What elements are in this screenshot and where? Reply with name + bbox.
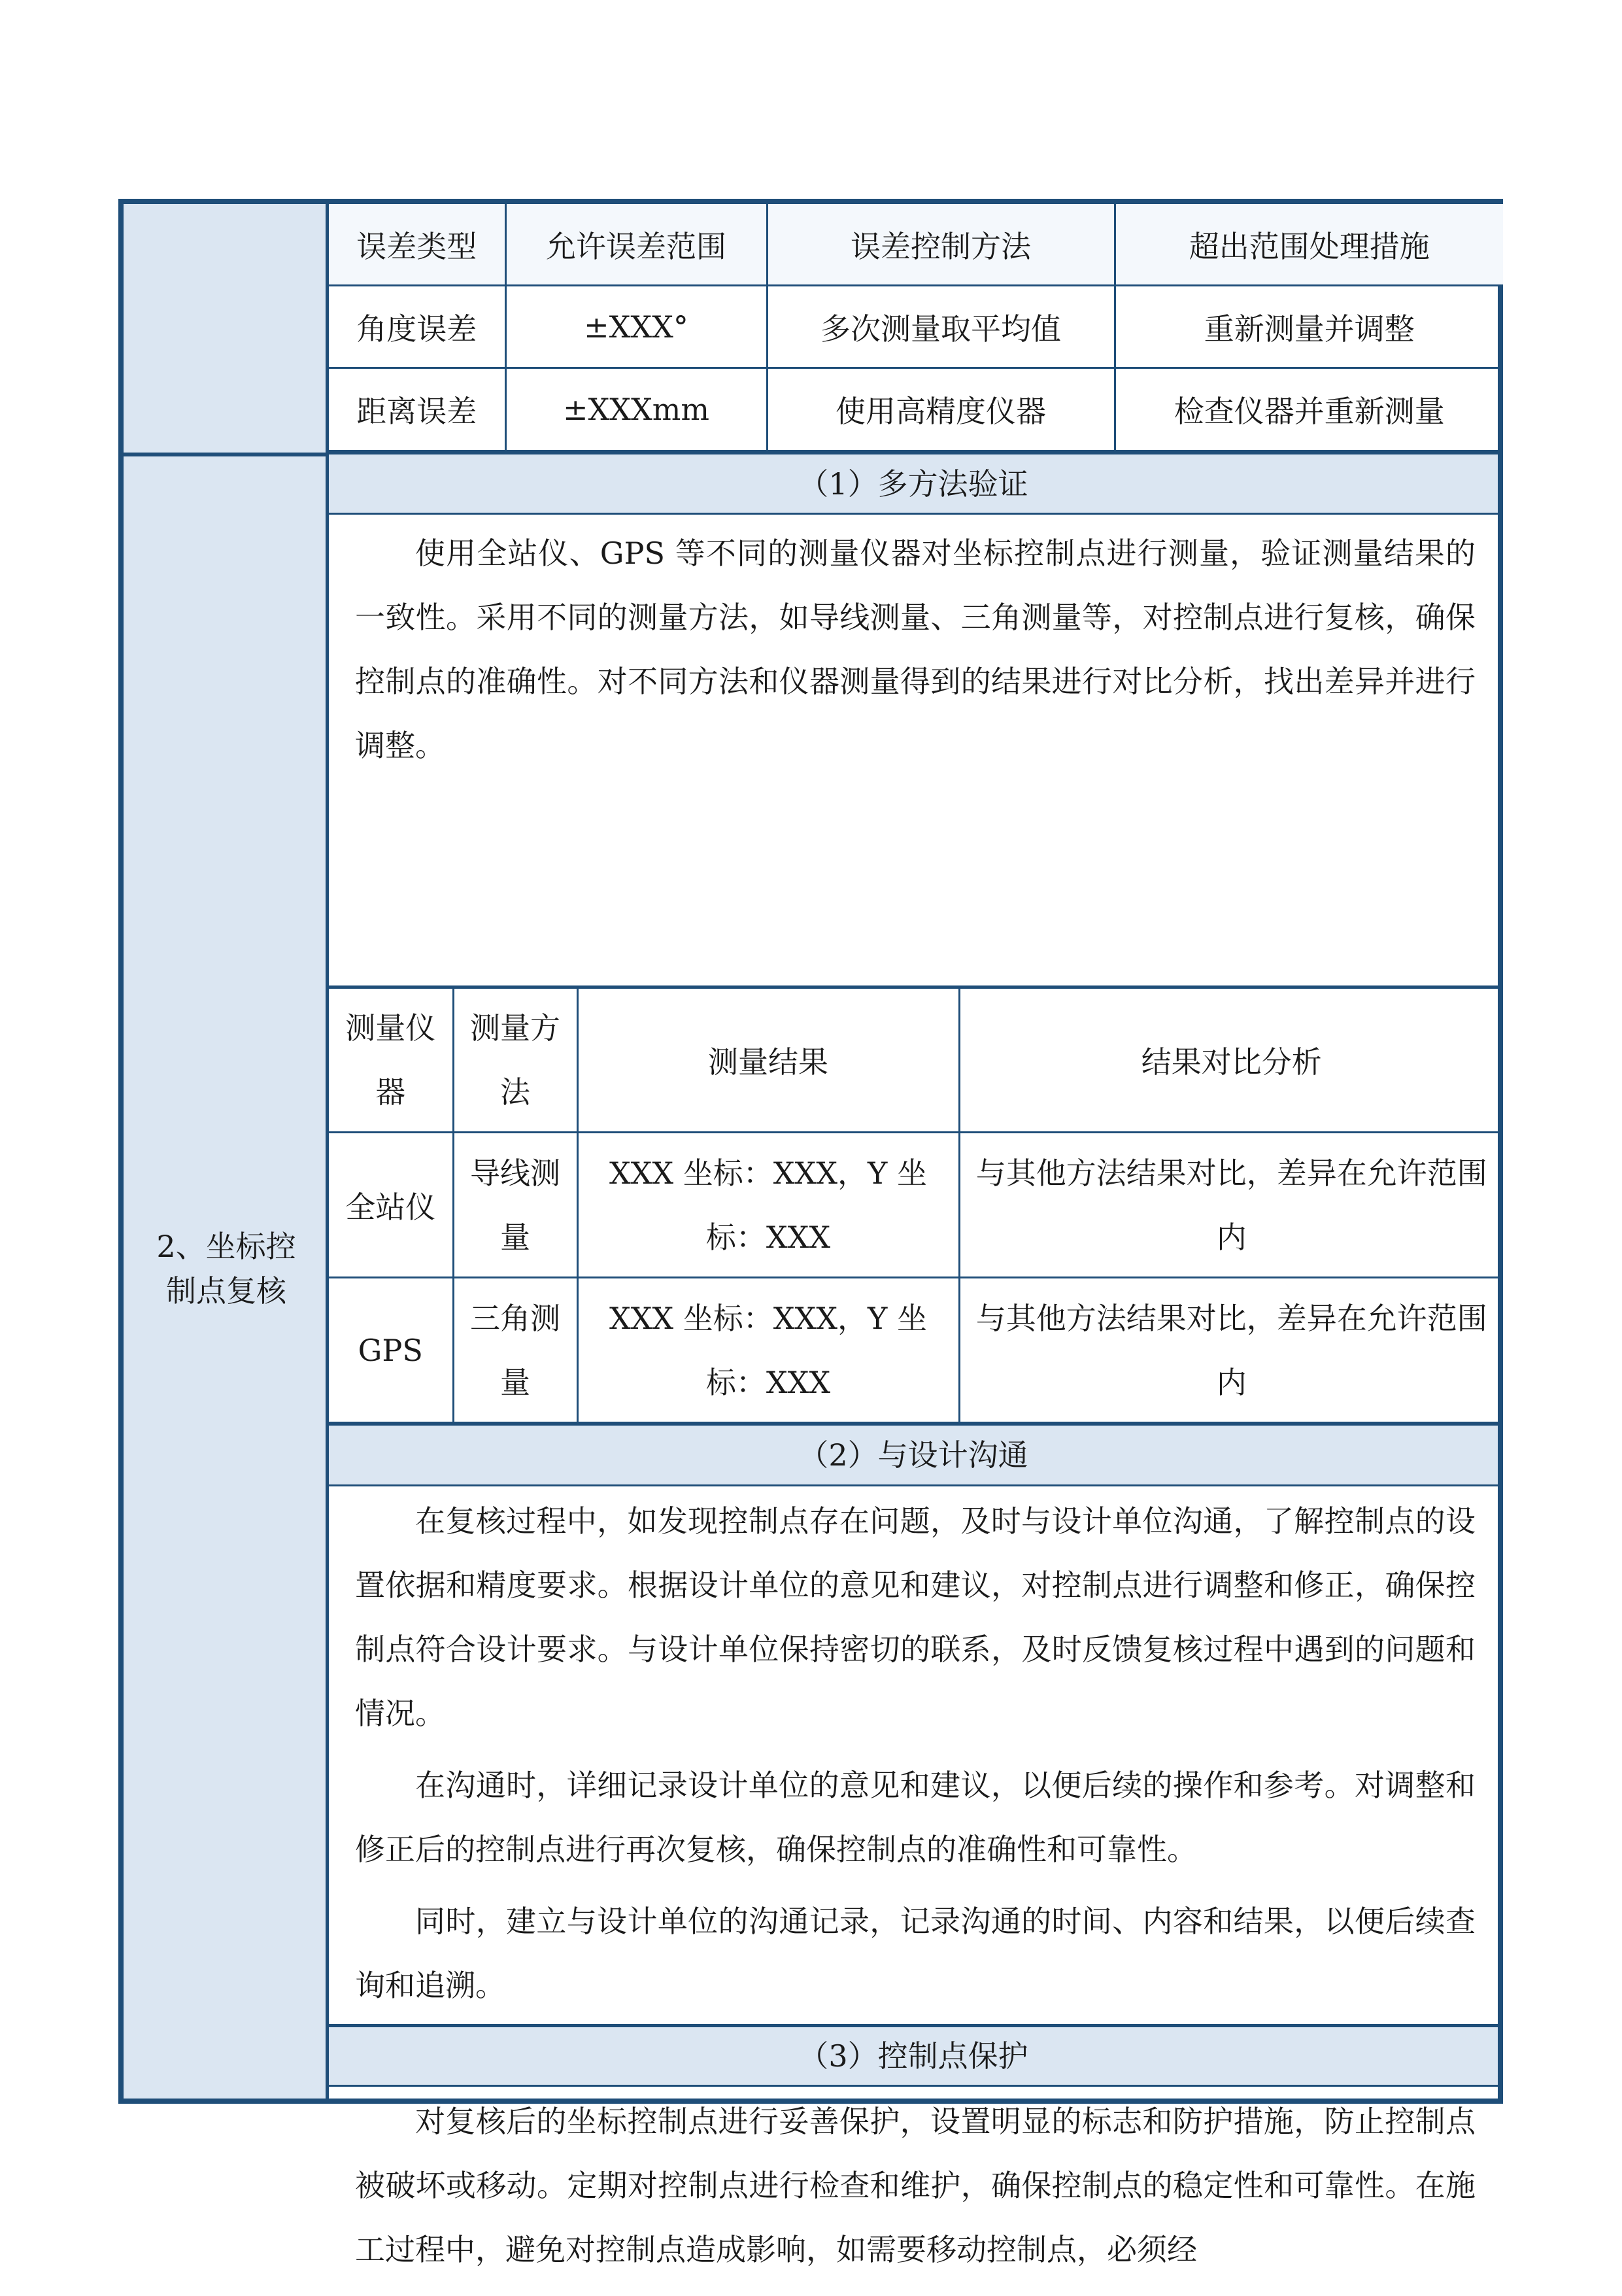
method-table [329, 985, 1503, 1424]
error-table-wrap [329, 204, 1498, 452]
error-table-header-row [329, 203, 1503, 286]
table-row [329, 1133, 1503, 1278]
content-column [329, 204, 1498, 2267]
section-label-line-1: 2、坐标控 [156, 1229, 296, 1264]
table-cell: 三角测量 [453, 1278, 577, 1423]
method-table-header-row [329, 987, 1503, 1133]
table-cell: 导线测量 [453, 1133, 577, 1278]
error-header-method: 误差控制方法 [767, 203, 1115, 286]
page-frame [118, 199, 1503, 2267]
left-column-divider [124, 453, 329, 456]
table-cell: 距离误差 [329, 368, 505, 451]
section-3-body [329, 2087, 1498, 2296]
table-cell: 重新测量并调整 [1115, 286, 1503, 368]
method-header-instrument: 测量仪器 [329, 987, 453, 1133]
error-header-action: 超出范围处理措施 [1115, 203, 1503, 286]
section-2-paragraph-1: 在复核过程中，如发现控制点存在问题，及时与设计单位沟通，了解控制点的设置依据和精度要求。根据设计单位的意见和建议，对控制点进行调整和修正，确保控制点符合设计要求。与设计单位保持密切的联系，及时反馈复核过程中遇到的问题和情况。 [355, 1503, 1476, 1731]
error-header-range: 允许误差范围 [505, 203, 767, 286]
section-2-paragraph-2: 在沟通时，详细记录设计单位的意见和建议，以便后续的操作和参考。对调整和修正后的控制点进行再次复核，确保控制点的准确性和可靠性。 [355, 1768, 1476, 1867]
table-cell: ±XXXmm [505, 368, 767, 451]
error-table [329, 202, 1503, 452]
table-cell: 角度误差 [329, 286, 505, 368]
section-label-line-2: 制点复核 [166, 1273, 286, 1309]
table-cell: XXX 坐标：XXX，Y 坐标：XXX [577, 1133, 959, 1278]
table-cell: 检查仪器并重新测量 [1115, 368, 1503, 451]
section-3-heading: （3）控制点保护 [329, 2024, 1498, 2087]
method-header-analysis: 结果对比分析 [959, 987, 1503, 1133]
table-cell: 使用高精度仪器 [767, 368, 1115, 451]
left-label-column [124, 204, 329, 2099]
method-table-wrap [329, 985, 1498, 1424]
section-1-heading: （1）多方法验证 [329, 451, 1498, 515]
table-cell: 多次测量取平均值 [767, 286, 1115, 368]
table-row [329, 368, 1503, 451]
table-row [329, 1278, 1503, 1423]
table-cell: GPS [329, 1278, 453, 1423]
table-cell: XXX 坐标：XXX，Y 坐标：XXX [577, 1278, 959, 1423]
section-2-paragraph-3: 同时，建立与设计单位的沟通记录，记录沟通的时间、内容和结果，以便后续查询和追溯。 [355, 1904, 1476, 2003]
section-1-paragraph: 使用全站仪、GPS 等不同的测量仪器对坐标控制点进行测量，验证测量结果的一致性。采用不同的测量方法，如导线测量、三角测量等，对控制点进行复核，确保控制点的准确性。对不同方法和仪器测量得到的结果进行对比分析，找出差异并进行调整。 [355, 536, 1476, 763]
table-row [329, 286, 1503, 368]
section-label [124, 1224, 329, 1313]
section-2-heading: （2）与设计沟通 [329, 1422, 1498, 1486]
method-header-result: 测量结果 [577, 987, 959, 1133]
error-header-type: 误差类型 [329, 203, 505, 286]
table-cell: 全站仪 [329, 1133, 453, 1278]
section-3-paragraph: 对复核后的坐标控制点进行妥善保护，设置明显的标志和防护措施，防止控制点被破坏或移动。定期对控制点进行检查和维护，确保控制点的稳定性和可靠性。在施工过程中，避免对控制点造成影响，如需要移动控制点，必须经 [355, 2104, 1476, 2267]
section-1-body [329, 515, 1498, 985]
table-cell: 与其他方法结果对比，差异在允许范围内 [959, 1278, 1503, 1423]
method-header-method: 测量方法 [453, 987, 577, 1133]
table-cell: 与其他方法结果对比，差异在允许范围内 [959, 1133, 1503, 1278]
table-cell: ±XXX° [505, 286, 767, 368]
section-2-body [329, 1486, 1498, 2023]
